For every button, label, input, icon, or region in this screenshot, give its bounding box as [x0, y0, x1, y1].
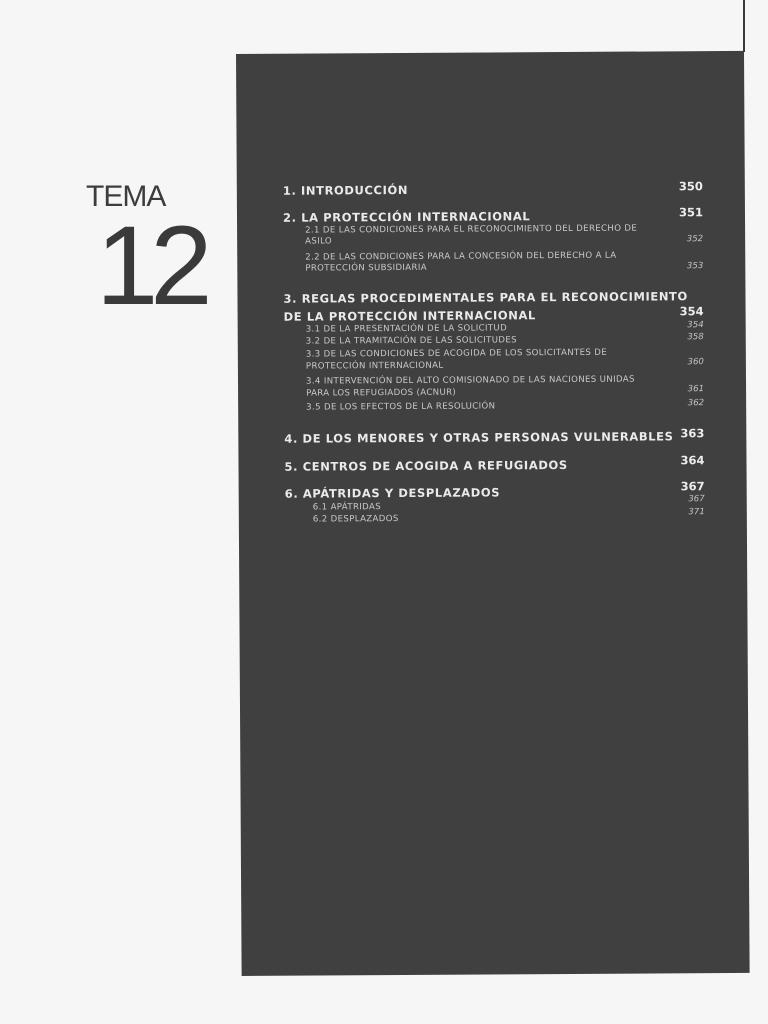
toc-subsection-2-1-line1[interactable]: 2.1 DE LAS CONDICIONES PARA EL RECONOCIMIENTO DEL DERECHO DE — [305, 223, 638, 236]
toc-subsection-3-3-line1[interactable]: 3.3 DE LAS CONDICIONES DE ACOGIDA DE LOS SOLICITANTES DE — [305, 347, 608, 360]
toc-subsection-3-4-line2[interactable]: PARA LOS REFUGIADOS (ACNUR) — [306, 387, 457, 399]
toc-section-4-title[interactable]: 4. DE LOS MENORES Y OTRAS PERSONAS VULNERABLES — [284, 429, 674, 446]
toc-section-1-title[interactable]: 1. INTRODUCCIÓN — [282, 182, 409, 198]
toc-section-4-page: 363 — [680, 426, 705, 441]
toc-subsection-2-2-line1[interactable]: 2.2 DE LAS CONDICIONES PARA LA CONCESIÓN DEL DERECHO A LA — [305, 250, 617, 263]
chapter-label: TEMA — [86, 180, 166, 213]
toc-subsection-3-3-page: 360 — [687, 357, 704, 368]
toc-subsection-3-5-page: 362 — [687, 398, 705, 409]
toc-subsection-3-1[interactable]: 3.1 DE LA PRESENTACIÓN DE LA SOLICITUD — [305, 323, 508, 335]
chapter-number: 12 — [96, 203, 205, 328]
toc-subsection-3-2-page: 358 — [687, 332, 704, 343]
toc-section-6-title[interactable]: 6. APÁTRIDAS Y DESPLAZADOS — [284, 485, 501, 501]
toc-subsection-6-2-page: 371 — [688, 507, 705, 518]
toc-section-2-title[interactable]: 2. LA PROTECCIÓN INTERNACIONAL — [282, 209, 531, 225]
toc-subsection-2-1-page: 352 — [686, 234, 704, 245]
toc-subsection-3-4-line1[interactable]: 3.4 INTERVENCIÓN DEL ALTO COMISIONADO DE LAS NACIONES UNIDAS — [305, 374, 635, 387]
toc-subsection-3-4-page: 361 — [687, 384, 705, 395]
toc-subsection-2-2-line2[interactable]: PROTECCIÓN SUBSIDIARIA — [305, 262, 427, 274]
toc-subsection-6-1[interactable]: 6.1 APÁTRIDAS — [312, 502, 382, 513]
toc-subsection-6-1-page: 367 — [688, 494, 705, 505]
toc-section-5-title[interactable]: 5. CENTROS DE ACOGIDA A REFUGIADOS — [284, 457, 568, 474]
toc-subsection-3-2[interactable]: 3.2 DE LA TRAMITACIÓN DE LAS SOLICITUDES — [305, 335, 517, 347]
table-of-contents — [236, 51, 750, 976]
toc-subsection-6-2[interactable]: 6.2 DESPLAZADOS — [312, 514, 399, 525]
toc-subsection-2-1-line2[interactable]: ASILO — [305, 236, 333, 247]
toc-subsection-3-5[interactable]: 3.5 DE LOS EFECTOS DE LA RESOLUCIÓN — [306, 401, 496, 413]
page-edge-line — [743, 0, 745, 52]
toc-subsection-3-3-line2[interactable]: PROTECCIÓN INTERNACIONAL — [305, 360, 444, 372]
toc-section-3-title-line2[interactable]: DE LA PROTECCIÓN INTERNACIONAL — [283, 308, 536, 324]
table-of-contents-panel — [236, 51, 750, 976]
toc-section-1-page: 350 — [678, 179, 703, 194]
toc-section-3-page: 354 — [679, 304, 704, 319]
toc-section-5-page: 364 — [680, 453, 705, 468]
toc-subsection-2-2-page: 353 — [686, 261, 704, 272]
toc-section-2-page: 351 — [678, 205, 704, 220]
toc-section-6-page: 367 — [680, 479, 705, 494]
toc-subsection-3-1-page: 354 — [687, 320, 704, 331]
toc-section-3-title-line1[interactable]: 3. REGLAS PROCEDIMENTALES PARA EL RECONOCIMIENTO — [283, 289, 688, 306]
